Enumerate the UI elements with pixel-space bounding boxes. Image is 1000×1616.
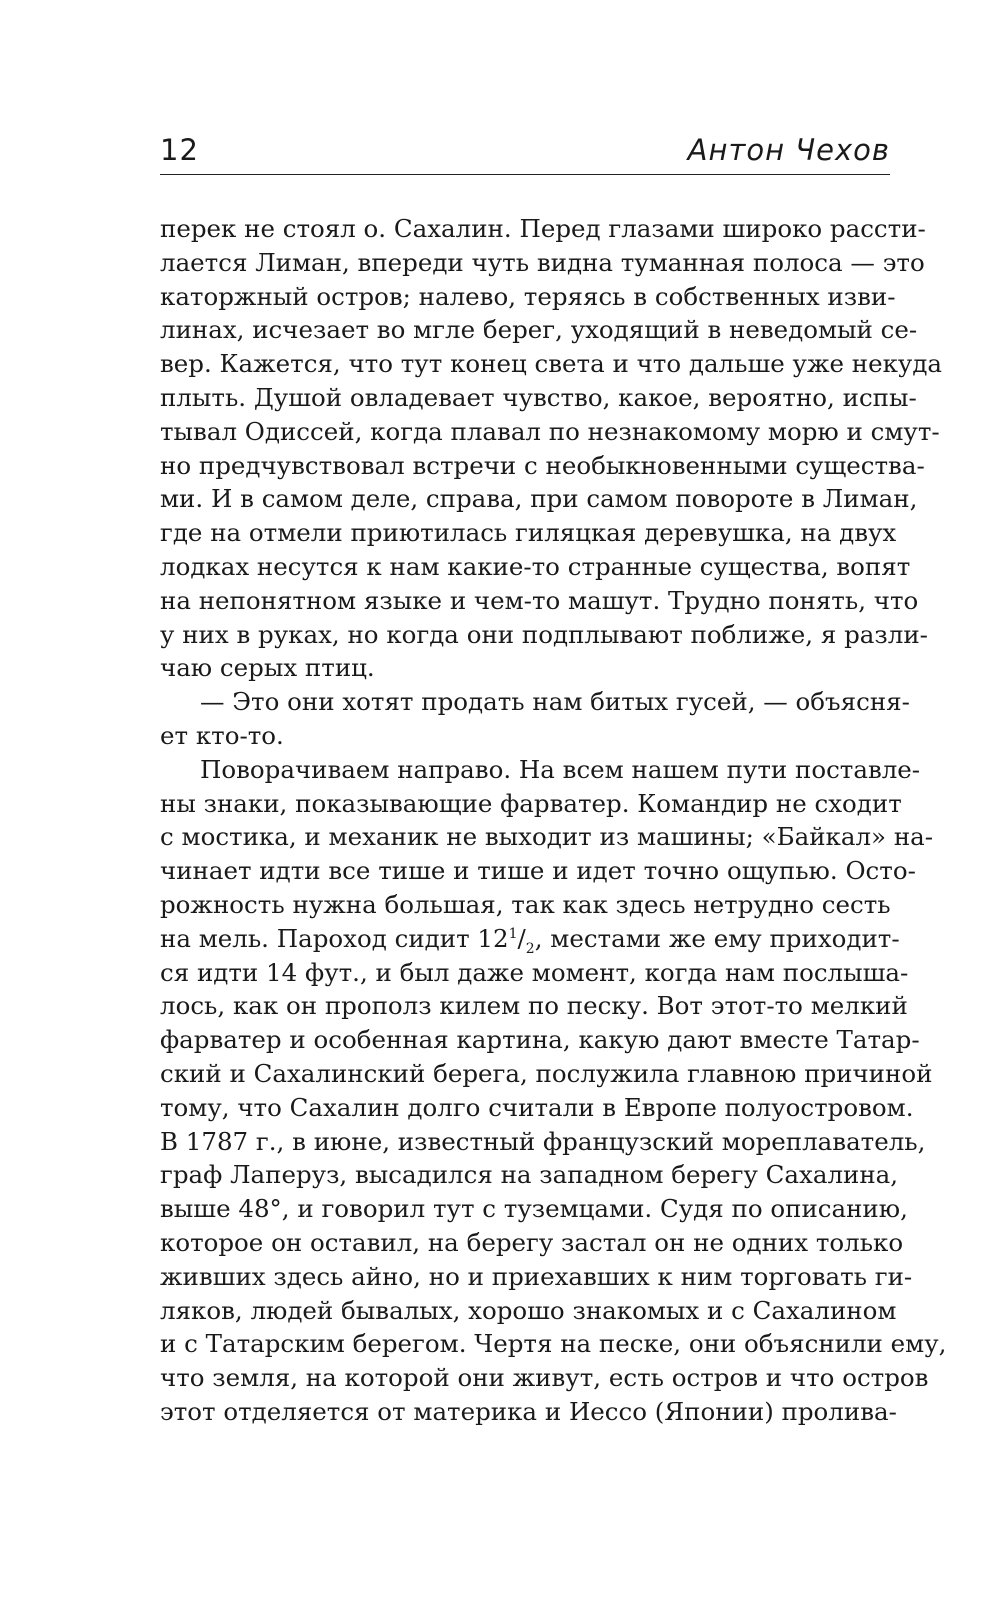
fraction-numerator: 1 — [508, 925, 518, 942]
text-line: вер. Кажется, что тут конец света и что дальше уже некуда — [160, 349, 943, 379]
text-line: ский и Сахалинский берега, послужила главною причиной — [160, 1058, 933, 1088]
text-line: фарватер и особенная картина, какую дают вместе Татар- — [160, 1025, 920, 1055]
fraction-denominator: 2 — [525, 940, 535, 957]
text-line: ляков, людей бывалых, хорошо знакомых и с Сахалином — [160, 1295, 897, 1325]
text-line: лось, как он прополз килем по песку. Вот этот-то мелкий — [160, 991, 908, 1021]
running-head — [160, 130, 890, 175]
text-line: тывал Одиссей, когда плавал по незнакомому морю и смут- — [160, 416, 940, 446]
text-line: ми. И в самом деле, справа, при самом повороте в Лиман, — [160, 484, 918, 514]
text-line: Поворачиваем направо. На всем нашем пути поставле- — [200, 754, 921, 784]
text-line: этот отделяется от материка и Иессо (Японии) пролива- — [160, 1396, 897, 1426]
text-line: лается Лиман, впереди чуть видна туманная полоса — это — [160, 247, 925, 277]
text-line: рожность нужна большая, так как здесь нетрудно сесть — [160, 889, 891, 919]
body-text — [160, 212, 947, 1429]
text-line: чинает идти все тише и тише и идет точно ощупью. Осто- — [160, 856, 916, 886]
text-line: ны знаки, показывающие фарватер. Командир не сходит — [160, 788, 902, 818]
text-line: на непонятном языке и чем-то машут. Трудно понять, что — [160, 585, 919, 615]
text-line: у них в руках, но когда они подплывают поближе, я разли- — [160, 619, 928, 649]
text-line: — Это они хотят продать нам битых гусей, — объясня- — [200, 687, 910, 717]
text-line: лодках несутся к нам какие-то странные существа, вопят — [160, 551, 911, 581]
text-line: и с Татарским берегом. Чертя на песке, они объяснили ему, — [160, 1329, 947, 1359]
text-line: В 1787 г., в июне, известный французский мореплаватель, — [160, 1126, 926, 1156]
text-line: живших здесь айно, но и приехавших к ним торговать ги- — [160, 1261, 913, 1291]
text-line: с мостика, и механик не выходит из машины; «Байкал» на- — [160, 822, 934, 852]
text-line: выше 48°, и говорил тут с туземцами. Судя по описанию, — [160, 1194, 908, 1224]
text-line: тому, что Сахалин долго считали в Европе полуостровом. — [160, 1092, 914, 1122]
fraction-slash: / — [517, 923, 526, 953]
text-line-fraction — [160, 922, 900, 957]
text-line: перек не стоял о. Сахалин. Перед глазами широко рассти- — [160, 214, 926, 243]
running-head-author: Антон Чехов — [687, 133, 890, 167]
text-line: ся идти 14 фут., и был даже момент, когда нам послыша- — [160, 957, 909, 987]
text-line: ет кто-то. — [160, 720, 284, 750]
text-line-fraction-start: на мель. Пароход сидит 12 — [160, 923, 509, 953]
text-line: которое он оставил, на берегу застал он не одних только — [160, 1227, 904, 1257]
text-line: линах, исчезает во мгле берег, уходящий в неведомый се- — [160, 315, 918, 345]
text-line: чаю серых птиц. — [160, 653, 375, 683]
text-line: где на отмели приютилась гиляцкая деревушка, на двух — [160, 518, 897, 548]
text-line: каторжный остров; налево, теряясь в собственных изви- — [160, 281, 896, 311]
text-line: но предчувствовал встречи с необыкновенными существа- — [160, 450, 925, 480]
text-line: граф Лаперуз, высадился на западном берегу Сахалина, — [160, 1160, 899, 1190]
text-line: плыть. Душой овладевает чувство, какое, вероятно, испы- — [160, 382, 917, 412]
text-line: что земля, на которой они живут, есть остров и что остров — [160, 1363, 929, 1393]
page-number: 12 — [160, 133, 199, 167]
text-line-fraction-tail: , местами же ему приходит- — [534, 923, 900, 953]
